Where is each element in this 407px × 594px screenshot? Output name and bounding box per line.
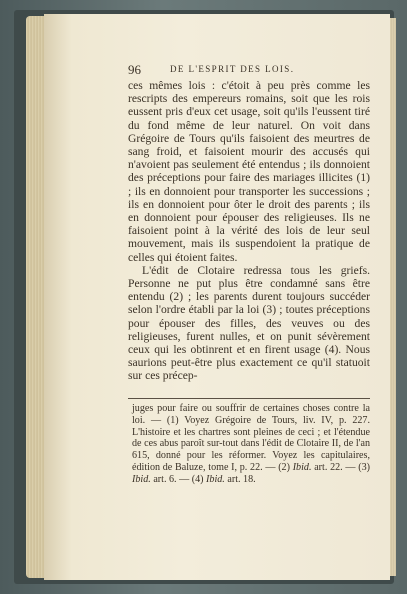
body-text <box>128 79 370 383</box>
page-fore-edge <box>390 18 396 576</box>
footnote-text: art. 18. <box>224 473 256 485</box>
paragraph-2: L'édit de Clotaire redressa tous les griefs. Personne ne put plus être condamné sans être entendu (2) ; les parents durent toujours succéder selon l'ordre établi par la loi (3) ; toutes préceptions pour épouser des filles, des veuves ou des religieuses, furent nulles, et on punit sévèrement ceux qui les obtinrent et en firent usage (4). Nous saurions peut-être plus exactement ce qu'il statuoit sur ces précep- <box>128 263 370 383</box>
footnotes <box>132 403 370 486</box>
footnote-text: art. 6. — (4) <box>150 473 207 485</box>
footnote-text: juges pour faire ou souffrir de certaines choses contre la loi. — (1) Voyez Grégoire de Tours, liv. IV, p. 227. L'histoire et les chartres sont pleines de ceci ; et l'étendue de ces abus paroît sur-tout dans l'édit de Clotaire II, de l'an 615, donné pour les réformer. Voyez les capitulaires, édition de Baluze, tome I, p. 22. — (2) <box>132 403 370 473</box>
footnote-ibid: Ibid. <box>292 461 312 473</box>
running-head: DE L'ESPRIT DES LOIS. <box>170 64 295 74</box>
paragraph-1: ces mêmes lois : c'étoit à peu près comme les rescripts des empereurs romains, soit que les rois eussent pris d'eux cet usage, soit qu'ils l'eussent tiré du fond même de leur naturel. On voit dans Grégoire de Tours qu'ils faisoient des meurtres de sang froid, et faisoient mourir des accusés qui n'avoient pas seulement été entendus ; ils donnoient des préceptions pour faire des mariages illicites (1) ; ils en donnoient pour transporter les successions ; ils en donnoient pour ôter le droit des parents ; ils en donnoient pour épouser des religieuses. Ils ne faisoient point à la vérité des lois de leur seul mouvement, mais ils suspendoient la pratique de celles qui étoient faites. <box>128 79 370 264</box>
footnote-text: art. 22. — (3) <box>311 461 371 473</box>
page-header <box>128 62 370 78</box>
footnote-ibid: Ibid. <box>132 473 151 485</box>
footnote-ibid: Ibid. <box>206 473 225 485</box>
page-number: 96 <box>128 62 141 77</box>
footnote-rule <box>128 398 370 399</box>
